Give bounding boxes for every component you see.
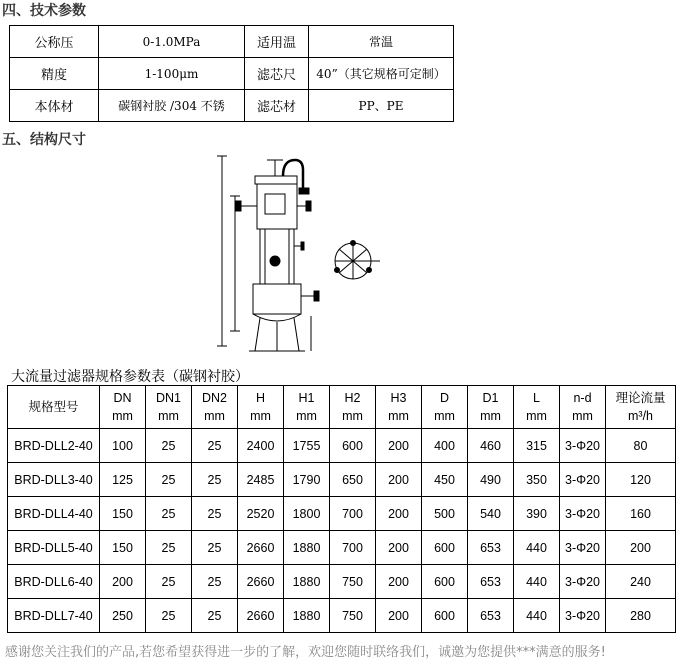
tech-param-label: 精度 <box>10 58 99 90</box>
header-cell <box>376 386 422 429</box>
spec-table <box>7 385 676 633</box>
table-row <box>8 463 676 497</box>
header-name: D <box>439 391 450 405</box>
value-cell: 150 <box>100 497 146 531</box>
value-cell: 315 <box>514 429 560 463</box>
model-cell: BRD-DLL7-40 <box>8 599 100 633</box>
value-cell: 240 <box>606 565 676 599</box>
section-4-heading: 四、技术参数 <box>2 3 86 19</box>
value-cell: 2400 <box>238 429 284 463</box>
value-cell: 600 <box>422 599 468 633</box>
spec-table-title: 大流量过滤器规格参数表（碳钢衬胶） <box>11 369 249 385</box>
header-cell <box>468 386 514 429</box>
tech-param-label: 本体材 <box>10 90 99 122</box>
value-cell: 700 <box>330 531 376 565</box>
header-cell <box>192 386 238 429</box>
tech-param-row <box>10 58 454 90</box>
value-cell: 200 <box>376 429 422 463</box>
value-cell: 700 <box>330 497 376 531</box>
value-cell: 25 <box>146 429 192 463</box>
support-leg-right <box>294 318 299 351</box>
header-cell <box>238 386 284 429</box>
value-cell: 390 <box>514 497 560 531</box>
tech-param-value: 40”（其它规格可定制） <box>309 58 454 90</box>
header-name: DN2 <box>201 391 227 405</box>
value-cell: 1800 <box>284 497 330 531</box>
tech-param-row <box>10 26 454 58</box>
value-cell: 653 <box>468 599 514 633</box>
value-cell: 400 <box>422 429 468 463</box>
value-cell: 25 <box>192 429 238 463</box>
header-name: n-d <box>573 391 592 405</box>
tech-param-value: 0-1.0MPa <box>99 26 245 58</box>
model-cell: BRD-DLL3-40 <box>8 463 100 497</box>
header-unit: mm <box>342 409 363 423</box>
value-cell: 3-Φ20 <box>560 429 606 463</box>
spec-header-row <box>8 386 676 429</box>
value-cell: 440 <box>514 531 560 565</box>
header-name: 理论流量 <box>615 391 666 405</box>
header-unit: mm <box>572 409 593 423</box>
value-cell: 1880 <box>284 599 330 633</box>
header-cell <box>606 386 676 429</box>
value-cell: 3-Φ20 <box>560 497 606 531</box>
value-cell: 200 <box>376 463 422 497</box>
value-cell: 440 <box>514 599 560 633</box>
value-cell: 500 <box>422 497 468 531</box>
value-cell: 200 <box>100 565 146 599</box>
value-cell: 1790 <box>284 463 330 497</box>
table-row <box>8 599 676 633</box>
tech-param-value: 碳钢衬胶 /304 不锈 <box>99 90 245 122</box>
value-cell: 1880 <box>284 531 330 565</box>
section-5-heading: 五、结构尺寸 <box>2 132 86 148</box>
value-cell: 460 <box>468 429 514 463</box>
header-model: 规格型号 <box>8 386 100 429</box>
header-unit: mm <box>388 409 409 423</box>
value-cell: 25 <box>146 599 192 633</box>
value-cell: 600 <box>330 429 376 463</box>
header-cell <box>560 386 606 429</box>
filter-structure-diagram <box>205 146 385 356</box>
header-name: D1 <box>482 391 499 405</box>
header-unit: mm <box>204 409 225 423</box>
table-row <box>8 429 676 463</box>
header-name: H1 <box>298 391 315 405</box>
value-cell: 450 <box>422 463 468 497</box>
value-cell: 25 <box>192 599 238 633</box>
header-name: H <box>255 391 266 405</box>
header-cell <box>330 386 376 429</box>
header-unit: mm <box>112 409 133 423</box>
tech-param-label: 滤芯材 <box>245 90 309 122</box>
value-cell: 2660 <box>238 599 284 633</box>
value-cell: 25 <box>146 463 192 497</box>
value-cell: 750 <box>330 565 376 599</box>
value-cell: 160 <box>606 497 676 531</box>
value-cell: 3-Φ20 <box>560 599 606 633</box>
value-cell: 25 <box>192 497 238 531</box>
model-cell: BRD-DLL6-40 <box>8 565 100 599</box>
value-cell: 80 <box>606 429 676 463</box>
value-cell: 3-Φ20 <box>560 463 606 497</box>
value-cell: 653 <box>468 565 514 599</box>
value-cell: 250 <box>100 599 146 633</box>
header-cell <box>422 386 468 429</box>
header-unit: m³/h <box>628 409 653 423</box>
model-cell: BRD-DLL5-40 <box>8 531 100 565</box>
value-cell: 200 <box>606 531 676 565</box>
header-cell <box>146 386 192 429</box>
value-cell: 200 <box>376 497 422 531</box>
value-cell: 25 <box>192 463 238 497</box>
value-cell: 25 <box>146 531 192 565</box>
value-cell: 653 <box>468 531 514 565</box>
header-unit: mm <box>480 409 501 423</box>
footer-note: 感谢您关注我们的产品,若您希望获得进一步的了解，欢迎您随时联络我们，诚邀为您提供***满意的服务! <box>5 645 606 660</box>
header-unit: mm <box>158 409 179 423</box>
value-cell: 25 <box>146 565 192 599</box>
value-cell: 280 <box>606 599 676 633</box>
value-cell: 2485 <box>238 463 284 497</box>
value-cell: 440 <box>514 565 560 599</box>
value-cell: 200 <box>376 599 422 633</box>
table-row <box>8 565 676 599</box>
header-unit: mm <box>296 409 317 423</box>
value-cell: 2660 <box>238 531 284 565</box>
tech-param-label: 滤芯尺 <box>245 58 309 90</box>
upper-body <box>257 184 297 229</box>
value-cell: 25 <box>146 497 192 531</box>
table-row <box>8 497 676 531</box>
value-cell: 25 <box>192 531 238 565</box>
value-cell: 1755 <box>284 429 330 463</box>
model-cell: BRD-DLL4-40 <box>8 497 100 531</box>
value-cell: 2660 <box>238 565 284 599</box>
tech-param-label: 适用温 <box>245 26 309 58</box>
header-name: H2 <box>344 391 361 405</box>
header-cell <box>284 386 330 429</box>
header-unit: mm <box>250 409 271 423</box>
value-cell: 600 <box>422 531 468 565</box>
header-name: H3 <box>390 391 407 405</box>
header-name: DN <box>113 391 132 405</box>
header-name: DN1 <box>155 391 181 405</box>
value-cell: 3-Φ20 <box>560 531 606 565</box>
value-cell: 1880 <box>284 565 330 599</box>
value-cell: 600 <box>422 565 468 599</box>
header-cell <box>100 386 146 429</box>
model-cell: BRD-DLL2-40 <box>8 429 100 463</box>
tech-param-value: 1-100μm <box>99 58 245 90</box>
table-row <box>8 531 676 565</box>
tech-param-row <box>10 90 454 122</box>
value-cell: 120 <box>606 463 676 497</box>
header-cell <box>514 386 560 429</box>
value-cell: 540 <box>468 497 514 531</box>
sight-glass <box>270 256 280 266</box>
tech-param-label: 公称压 <box>10 26 99 58</box>
value-cell: 25 <box>192 565 238 599</box>
tech-param-value: PP、PE <box>309 90 454 122</box>
value-cell: 350 <box>514 463 560 497</box>
tech-params-table <box>9 25 454 122</box>
top-flange <box>255 176 297 184</box>
value-cell: 125 <box>100 463 146 497</box>
lower-body <box>253 284 301 314</box>
value-cell: 2520 <box>238 497 284 531</box>
value-cell: 750 <box>330 599 376 633</box>
value-cell: 650 <box>330 463 376 497</box>
value-cell: 150 <box>100 531 146 565</box>
value-cell: 200 <box>376 565 422 599</box>
tech-param-value: 常温 <box>309 26 454 58</box>
value-cell: 490 <box>468 463 514 497</box>
header-unit: mm <box>526 409 547 423</box>
header-unit: mm <box>434 409 455 423</box>
support-leg-left <box>255 318 260 351</box>
value-cell: 3-Φ20 <box>560 565 606 599</box>
header-name: L <box>533 391 540 405</box>
value-cell: 200 <box>376 531 422 565</box>
value-cell: 100 <box>100 429 146 463</box>
